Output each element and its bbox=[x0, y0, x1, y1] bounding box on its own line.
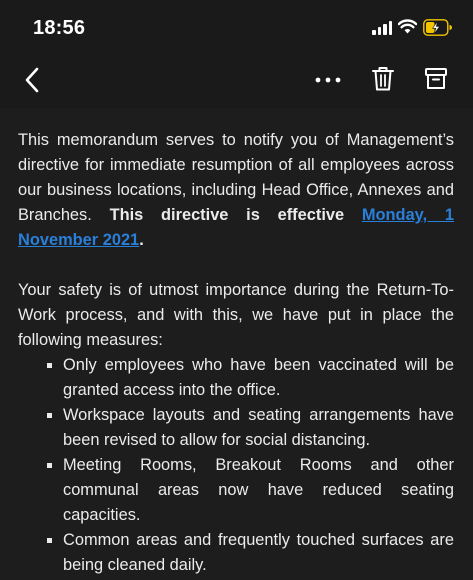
wifi-icon bbox=[398, 19, 417, 34]
status-time: 18:56 bbox=[33, 17, 86, 39]
top-chrome bbox=[0, 0, 473, 108]
intro-bold-text: This directive is effective bbox=[109, 206, 345, 224]
intro-end-punctuation: . bbox=[139, 231, 144, 249]
date-link[interactable]: Monday, 1 November 2021 bbox=[18, 206, 455, 249]
email-toolbar bbox=[0, 56, 473, 106]
trash-icon[interactable] bbox=[371, 65, 395, 93]
list-item: Only employees who have been vaccinated will be granted access into the office. bbox=[18, 353, 454, 403]
list-item: Workspace layouts and seating arrangements have been revised to allow for social distancing. bbox=[18, 403, 454, 453]
battery-charging-icon bbox=[423, 19, 452, 36]
email-body bbox=[18, 128, 454, 578]
more-options-icon[interactable] bbox=[312, 70, 344, 90]
intro-text: This memorandum serves to notify you of Management’s directive for immediate resumption of all employees across our business locations, including Head Office, Annexes and Branches. bbox=[18, 131, 454, 224]
archive-icon[interactable] bbox=[424, 66, 448, 92]
measures-list bbox=[18, 353, 454, 578]
email-paragraph-intro bbox=[18, 128, 454, 253]
email-paragraph-safety: Your safety is of utmost importance during the Return-To-Work process, and with this, we have put in place the following measures: bbox=[18, 281, 454, 349]
status-bar bbox=[0, 0, 473, 56]
cellular-signal-icon bbox=[372, 21, 392, 35]
list-item: Meeting Rooms, Breakout Rooms and other communal areas now have reduced seating capacities. bbox=[18, 453, 454, 528]
back-chevron-icon[interactable] bbox=[22, 65, 44, 95]
list-item: Common areas and frequently touched surfaces are being cleaned daily. bbox=[18, 528, 454, 578]
